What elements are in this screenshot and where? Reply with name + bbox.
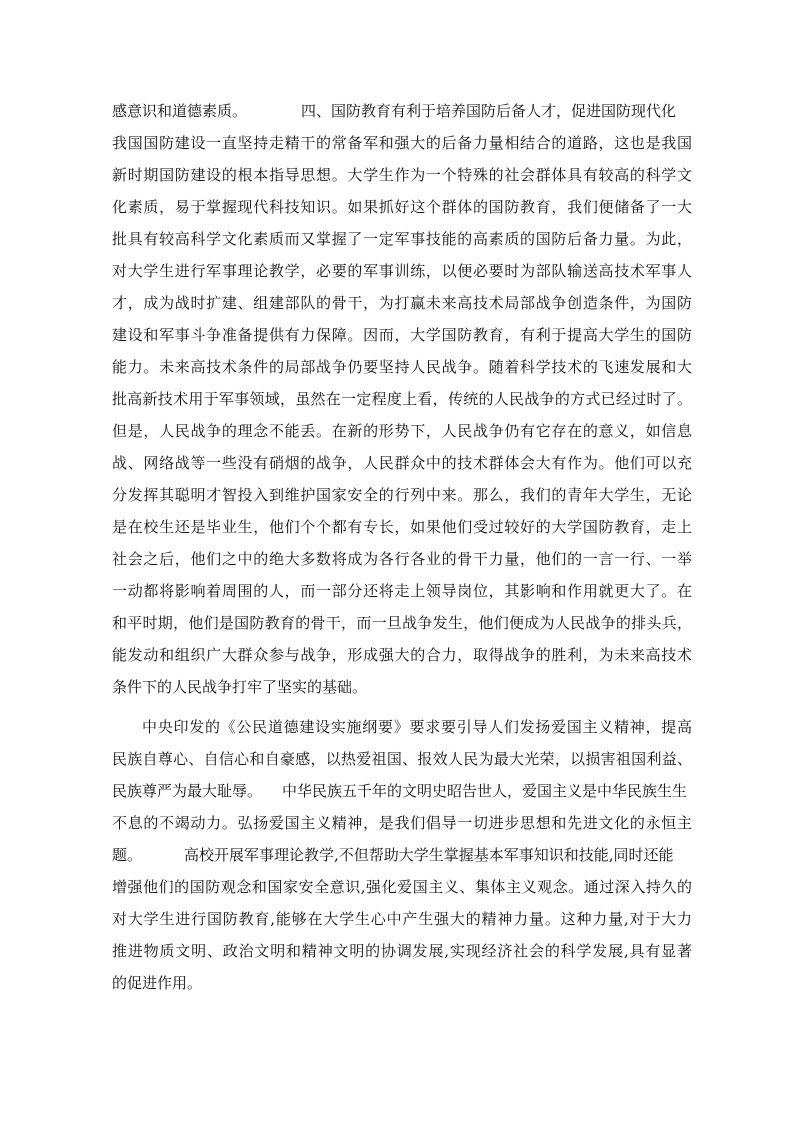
text-line: 建设和军事斗争准备提供有力保障。因而，大学国防教育，有利于提高大学生的国防 bbox=[112, 326, 692, 344]
text-line: 战、网络战等一些没有硝烟的战争，人民群众中的技术群体会大有作为。他们可以充 bbox=[112, 454, 692, 472]
text-line: 和平时期，他们是国防教育的骨干，而一旦战争发生，他们便成为人民战争的排头兵， bbox=[112, 614, 692, 632]
text-segment: 高校开展军事理论教学,不但帮助大学生掌握基本军事知识和技能,同时还能 bbox=[184, 846, 674, 864]
text-line: 对大学生进行军事理论教学，必要的军事训练，以便必要时为部队输送高技术军事人 bbox=[112, 262, 692, 280]
text-segment: 民族尊严为最大耻辱。 bbox=[112, 782, 263, 800]
text-line: 能发动和组织广大群众参与战争，形成强大的合力，取得战争的胜利，为未来高技术 bbox=[112, 646, 692, 664]
text-line: 批具有较高科学文化素质而又掌握了一定军事技能的高素质的国防后备力量。为此， bbox=[112, 230, 692, 248]
text-line: 一动都将影响着周围的人，而一部分还将走上领导岗位，其影响和作用就更大了。在 bbox=[112, 582, 692, 600]
text-line: 化素质，易于掌握现代科技知识。如果抓好这个群体的国防教育，我们便储备了一大 bbox=[112, 198, 692, 216]
text-line: 新时期国防建设的根本指导思想。大学生作为一个特殊的社会群体具有较高的科学文 bbox=[112, 166, 692, 184]
text-line: 增强他们的国防观念和国家安全意识,强化爱国主义、集体主义观念。通过深入持久的 bbox=[112, 878, 692, 896]
text-line: 但是，人民战争的理念不能丢。在新的形势下，人民战争仍有它存在的意义，如信息 bbox=[112, 422, 692, 440]
text-line bbox=[112, 781, 692, 801]
text-line: 不息的不竭动力。弘扬爱国主义精神，是我们倡导一切进步思想和先进文化的永恒主 bbox=[112, 814, 692, 832]
text-line: 才，成为战时扩建、组建部队的骨干，为打赢未来高技术局部战争创造条件，为国防 bbox=[112, 294, 692, 312]
text-line: 社会之后，他们之中的绝大多数将成为各行各业的骨干力量，他们的一言一行、一举 bbox=[112, 550, 692, 568]
text-line: 能力。未来高技术条件的局部战争仍要坚持人民战争。随着科学技术的飞速发展和大 bbox=[112, 358, 692, 376]
text-line: 条件下的人民战争打牢了坚实的基础。 bbox=[112, 678, 368, 696]
text-line bbox=[112, 101, 692, 121]
text-segment: 四、国防教育有利于培养国防后备人才，促进国防现代化 bbox=[301, 102, 677, 120]
text-line: 是在校生还是毕业生，他们个个都有专长，如果他们受过较好的大学国防教育，走上 bbox=[112, 518, 692, 536]
text-line: 分发挥其聪明才智投入到维护国家安全的行列中来。那么，我们的青年大学生，无论 bbox=[112, 486, 692, 504]
text-line: 我国国防建设一直坚持走精干的常备军和强大的后备力量相结合的道路，这也是我国 bbox=[112, 134, 692, 152]
text-line: 民族自尊心、自信心和自豪感，以热爱祖国、报效人民为最大光荣，以损害祖国利益、 bbox=[112, 750, 692, 768]
text-line: 的促进作用。 bbox=[112, 974, 203, 992]
text-line: 对大学生进行国防教育,能够在大学生心中产生强大的精神力量。这种力量,对于大力 bbox=[112, 910, 692, 928]
text-segment: 中华民族五千年的文明史昭告世人，爱国主义是中华民族生生 bbox=[282, 782, 688, 800]
text-line: 推进物质文明、政治文明和精神文明的协调发展,实现经济社会的科学发展,具有显著 bbox=[112, 942, 692, 960]
text-line bbox=[112, 845, 692, 865]
text-segment: 感意识和道德素质。 bbox=[112, 102, 248, 120]
text-line: 中央印发的《公民道德建设实施纲要》要求要引导人们发扬爱国主义精神，提高 bbox=[142, 718, 692, 736]
text-line: 批高新技术用于军事领域，虽然在一定程度上看，传统的人民战争的方式已经过时了。 bbox=[112, 390, 692, 408]
text-segment: 题。 bbox=[112, 846, 143, 864]
